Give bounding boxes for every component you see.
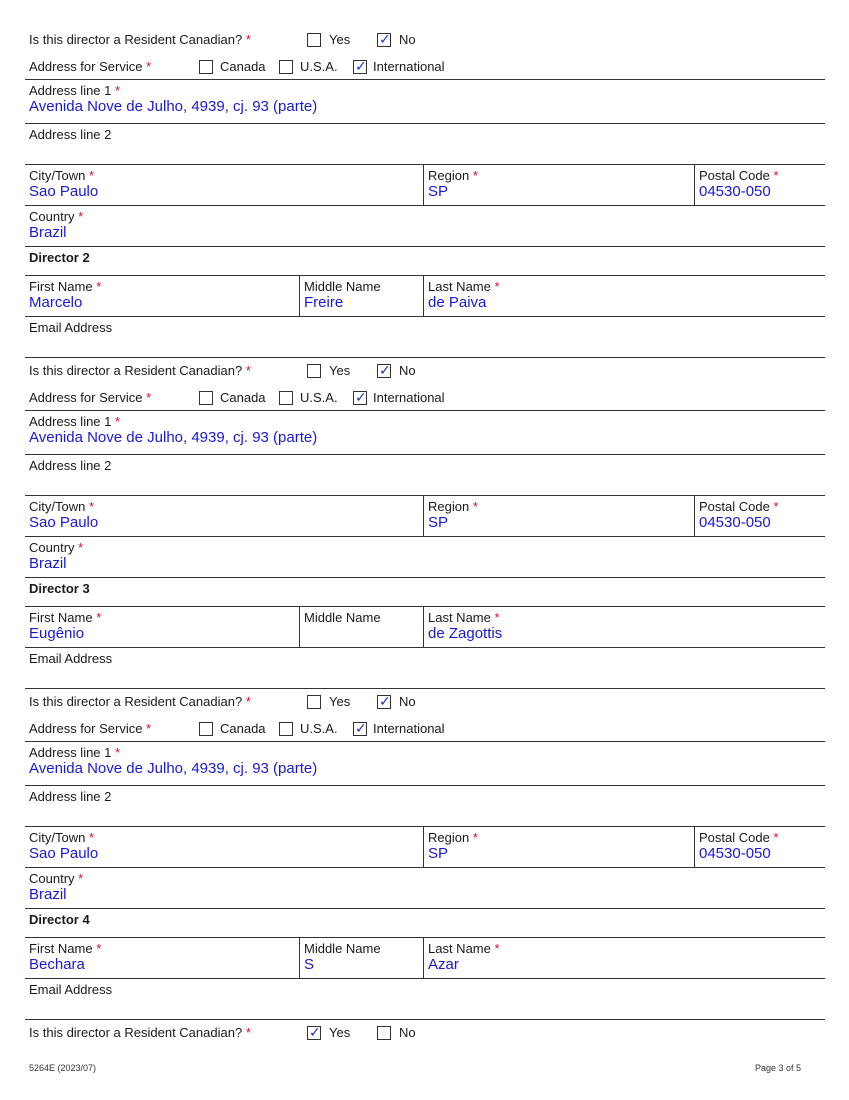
- region-field-d2[interactable]: [423, 496, 694, 536]
- region-value: SP: [428, 514, 449, 531]
- service-usa-label: U.S.A.: [300, 59, 338, 74]
- postal-code-label: Postal Code *: [699, 168, 779, 183]
- address-line2-label: Address line 2: [29, 127, 112, 142]
- country-field-d1[interactable]: [25, 205, 825, 246]
- resident-yes-label: Yes: [329, 694, 351, 709]
- service-usa-checkbox-d3[interactable]: [279, 722, 293, 736]
- address-line1-value: Avenida Nove de Julho, 4939, cj. 93 (parte): [29, 429, 318, 446]
- middle-name-field-d4[interactable]: [299, 938, 423, 978]
- first-name-label: First Name *: [29, 610, 102, 625]
- address-service-row-d2: [25, 386, 825, 410]
- resident-question-label: Is this director a Resident Canadian? *: [29, 32, 251, 47]
- city-value: Sao Paulo: [29, 183, 99, 200]
- address-line1-field-d3[interactable]: [25, 741, 825, 785]
- resident-question-label: Is this director a Resident Canadian? *: [29, 694, 251, 709]
- address-service-label: Address for Service *: [29, 721, 152, 736]
- address-service-label: Address for Service *: [29, 390, 152, 405]
- address-service-row-d3: [25, 717, 825, 741]
- last-name-field-d2[interactable]: [423, 276, 825, 316]
- city-label: City/Town *: [29, 830, 95, 845]
- last-name-label: Last Name *: [428, 610, 500, 625]
- last-name-value: de Zagottis: [428, 625, 503, 642]
- country-label: Country *: [29, 540, 84, 555]
- postal-code-field-d2[interactable]: [694, 496, 825, 536]
- address-line1-label: Address line 1 *: [29, 745, 121, 760]
- last-name-field-d3[interactable]: [423, 607, 825, 647]
- first-name-label: First Name *: [29, 279, 102, 294]
- last-name-value: Azar: [428, 956, 459, 973]
- city-region-postal-row-d3: [25, 826, 825, 867]
- city-label: City/Town *: [29, 168, 95, 183]
- service-canada-label: Canada: [220, 59, 266, 74]
- region-label: Region *: [428, 830, 478, 845]
- last-name-label: Last Name *: [428, 941, 500, 956]
- city-value: Sao Paulo: [29, 514, 99, 531]
- country-value: Brazil: [29, 886, 67, 903]
- address-line1-label: Address line 1 *: [29, 414, 121, 429]
- postal-code-label: Postal Code *: [699, 499, 779, 514]
- service-usa-checkbox-d1[interactable]: [279, 60, 293, 74]
- resident-no-label: No: [399, 32, 416, 47]
- middle-name-label: Middle Name: [304, 610, 381, 625]
- service-usa-label: U.S.A.: [300, 721, 338, 736]
- service-international-checkbox-d2[interactable]: [353, 391, 367, 405]
- director-3-heading: Director 3: [25, 577, 825, 606]
- city-field-d2[interactable]: [25, 496, 423, 531]
- country-field-d3[interactable]: [25, 867, 825, 908]
- resident-canadian-row-d2: [25, 357, 825, 386]
- region-label: Region *: [428, 168, 478, 183]
- service-international-label: International: [373, 390, 445, 405]
- service-canada-checkbox-d2[interactable]: [199, 391, 213, 405]
- country-label: Country *: [29, 209, 84, 224]
- name-row-d2: [25, 275, 825, 316]
- middle-name-label: Middle Name: [304, 941, 381, 956]
- city-region-postal-row-d1: [25, 164, 825, 205]
- region-label: Region *: [428, 499, 478, 514]
- first-name-field-d3[interactable]: [25, 607, 296, 642]
- email-label: Email Address: [29, 651, 113, 666]
- name-row-d4: [25, 937, 825, 978]
- resident-question-label: Is this director a Resident Canadian? *: [29, 363, 251, 378]
- address-service-row-d1: [25, 55, 825, 79]
- service-canada-checkbox-d3[interactable]: [199, 722, 213, 736]
- first-name-field-d4[interactable]: [25, 938, 296, 973]
- resident-no-checkbox-d3[interactable]: [377, 695, 391, 709]
- address-line1-field-d1[interactable]: [25, 79, 825, 123]
- resident-yes-checkbox-d4[interactable]: [307, 1026, 321, 1040]
- resident-yes-checkbox-d3[interactable]: [307, 695, 321, 709]
- last-name-label: Last Name *: [428, 279, 500, 294]
- middle-name-field-d2[interactable]: [299, 276, 423, 316]
- first-name-value: Bechara: [29, 956, 85, 973]
- middle-name-label: Middle Name: [304, 279, 381, 294]
- first-name-value: Marcelo: [29, 294, 83, 311]
- address-line2-field-d3[interactable]: [25, 785, 825, 826]
- first-name-label: First Name *: [29, 941, 102, 956]
- resident-no-label: No: [399, 363, 416, 378]
- service-canada-label: Canada: [220, 390, 266, 405]
- postal-code-field-d3[interactable]: [694, 827, 825, 867]
- email-label: Email Address: [29, 320, 113, 335]
- postal-code-value: 04530-050: [699, 845, 771, 862]
- address-line2-label: Address line 2: [29, 458, 112, 473]
- director-4-heading: Director 4: [25, 908, 825, 937]
- resident-canadian-row-d3: [25, 688, 825, 717]
- address-line1-value: Avenida Nove de Julho, 4939, cj. 93 (parte): [29, 760, 318, 777]
- resident-yes-label: Yes: [329, 363, 351, 378]
- postal-code-field-d1[interactable]: [694, 165, 825, 205]
- resident-question-label: Is this director a Resident Canadian? *: [29, 1025, 251, 1040]
- postal-code-value: 04530-050: [699, 183, 771, 200]
- director-2-heading: Director 2: [25, 246, 825, 275]
- city-region-postal-row-d2: [25, 495, 825, 536]
- city-field-d1[interactable]: [25, 165, 423, 200]
- resident-canadian-row-d1: [25, 28, 825, 52]
- page-number: Page 3 of 5: [754, 1063, 801, 1073]
- resident-no-label: No: [399, 1025, 416, 1040]
- email-field-d4[interactable]: [25, 978, 825, 1019]
- resident-yes-checkbox-d2[interactable]: [307, 364, 321, 378]
- region-field-d1[interactable]: [423, 165, 694, 205]
- service-canada-label: Canada: [220, 721, 266, 736]
- postal-code-value: 04530-050: [699, 514, 771, 531]
- address-line2-field-d2[interactable]: [25, 454, 825, 495]
- middle-name-value: S: [304, 956, 315, 973]
- address-line1-value: Avenida Nove de Julho, 4939, cj. 93 (parte): [29, 98, 318, 115]
- email-field-d2[interactable]: [25, 316, 825, 357]
- city-field-d3[interactable]: [25, 827, 423, 862]
- service-canada-checkbox-d1[interactable]: [199, 60, 213, 74]
- address-service-label: Address for Service *: [29, 59, 152, 74]
- resident-canadian-row-d4: [25, 1019, 825, 1048]
- resident-no-checkbox-d1[interactable]: [377, 33, 391, 47]
- region-value: SP: [428, 183, 449, 200]
- service-international-checkbox-d3[interactable]: [353, 722, 367, 736]
- middle-name-value: Freire: [304, 294, 344, 311]
- city-value: Sao Paulo: [29, 845, 99, 862]
- directors-form: [25, 28, 825, 1048]
- country-label: Country *: [29, 871, 84, 886]
- first-name-field-d2[interactable]: [25, 276, 296, 311]
- form-code: 5264E (2023/07): [29, 1063, 97, 1073]
- service-international-label: International: [373, 721, 445, 736]
- last-name-value: de Paiva: [428, 294, 487, 311]
- resident-yes-label: Yes: [329, 1025, 351, 1040]
- region-field-d3[interactable]: [423, 827, 694, 867]
- service-international-label: International: [373, 59, 445, 74]
- email-label: Email Address: [29, 982, 113, 997]
- name-row-d3: [25, 606, 825, 647]
- last-name-field-d4[interactable]: [423, 938, 825, 978]
- country-field-d2[interactable]: [25, 536, 825, 577]
- service-international-checkbox-d1[interactable]: [353, 60, 367, 74]
- address-line2-label: Address line 2: [29, 789, 112, 804]
- resident-no-checkbox-d2[interactable]: [377, 364, 391, 378]
- service-usa-checkbox-d2[interactable]: [279, 391, 293, 405]
- address-line1-label: Address line 1 *: [29, 83, 121, 98]
- resident-no-checkbox-d4[interactable]: [377, 1026, 391, 1040]
- postal-code-label: Postal Code *: [699, 830, 779, 845]
- first-name-value: Eugênio: [29, 625, 85, 642]
- resident-yes-checkbox-d1[interactable]: [307, 33, 321, 47]
- middle-name-field-d3[interactable]: [299, 607, 423, 647]
- address-line2-field-d1[interactable]: [25, 123, 825, 164]
- country-value: Brazil: [29, 224, 67, 241]
- region-value: SP: [428, 845, 449, 862]
- service-usa-label: U.S.A.: [300, 390, 338, 405]
- resident-no-label: No: [399, 694, 416, 709]
- resident-yes-label: Yes: [329, 32, 351, 47]
- address-line1-field-d2[interactable]: [25, 410, 825, 454]
- email-field-d3[interactable]: [25, 647, 825, 688]
- city-label: City/Town *: [29, 499, 95, 514]
- country-value: Brazil: [29, 555, 67, 572]
